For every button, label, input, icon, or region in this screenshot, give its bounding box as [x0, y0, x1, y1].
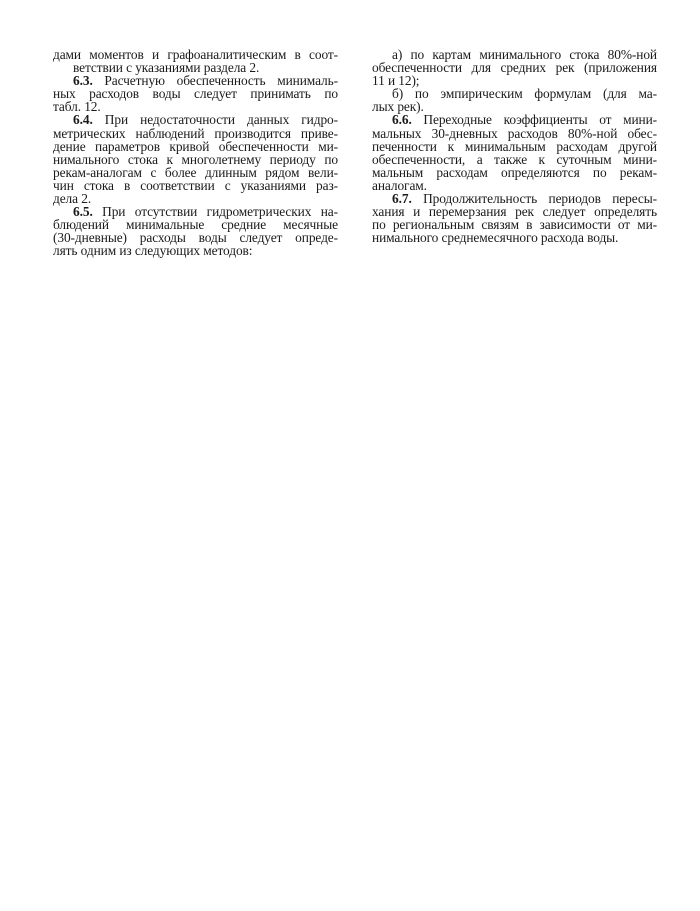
text-line: (30-дневные) расходы воды следует опреде- [53, 230, 338, 246]
left-column [53, 48, 338, 258]
text-line: по региональным связям в зависимости от ми- [372, 217, 657, 233]
text-line: 6.6. Переходные коэффициенты от мини- [392, 112, 658, 128]
text-line: 11 и 12); [372, 73, 420, 89]
text-line: нимального стока к многолетнему периоду по [53, 151, 338, 167]
text-line: 6.5. При отсутствии гидрометрических на- [73, 204, 338, 220]
list-item-b [372, 87, 657, 113]
paragraph-6-4 [53, 113, 338, 205]
text-line: ных расходов воды следует принимать по [53, 86, 338, 102]
paragraph-6-6 [372, 113, 657, 192]
text-line: мальных 30-дневных расходов 80%-ной обес- [372, 125, 657, 141]
text-line: дела 2. [53, 191, 92, 207]
section-number: 6.7. [392, 191, 412, 207]
text-line: лых рек). [372, 99, 424, 115]
text-line: мальным расходам определяются по рекам- [372, 164, 657, 180]
text-line: б) по эмпирическим формулам (для ма- [392, 86, 657, 102]
text-line: лять одним из следующих методов: [53, 243, 253, 259]
text-line: обеспеченности, а также к суточным мини- [372, 151, 657, 167]
text-line: 6.3. Расчетную обеспеченность минималь- [73, 73, 338, 89]
text-line: печенности к минимальным расходам другой [372, 138, 657, 154]
text-line: блюдений минимальные средние месячные [53, 217, 338, 233]
section-number: 6.5. [73, 204, 93, 220]
text-line: рекам-аналогам с более длинным рядом вели- [53, 164, 338, 180]
paragraph-continuation [53, 48, 338, 74]
text-line: дение параметров кривой обеспеченности ми- [53, 138, 338, 154]
text-line: ветствии с указаниями раздела 2. [73, 60, 260, 76]
text-line: метрических наблюдений производится приве- [53, 125, 338, 141]
text-line: чин стока в соответствии с указаниями раз- [53, 177, 338, 193]
text-line: дами моментов и графоаналитическим в соот- [53, 47, 338, 62]
text-line: нимального среднемесячного расхода воды. [372, 230, 619, 246]
text-line: 6.4. При недостаточности данных гидро- [73, 112, 338, 128]
section-number: 6.3. [73, 73, 93, 89]
text-line: а) по картам минимального стока 80%-ной [392, 47, 657, 62]
text-line: табл. 12. [53, 99, 101, 115]
text-line: аналогам. [372, 177, 427, 193]
text-line: хания и перемерзания рек следует определять [372, 204, 657, 220]
right-column [372, 48, 657, 244]
section-number: 6.4. [73, 112, 93, 128]
text-line: обеспеченности для средних рек (приложения [372, 60, 657, 76]
paragraph-6-7 [372, 192, 657, 244]
section-number: 6.6. [392, 112, 412, 128]
text-line: 6.7. Продолжительность периодов пересы- [392, 191, 657, 207]
list-item-a [372, 48, 657, 87]
paragraph-6-3 [53, 74, 338, 113]
paragraph-6-5 [53, 205, 338, 257]
